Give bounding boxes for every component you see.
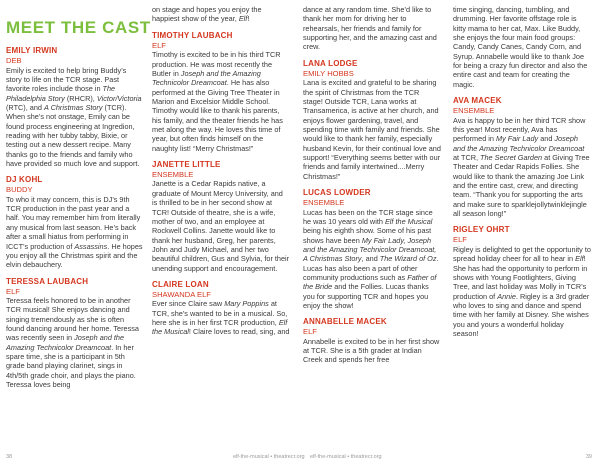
cast-member-role: ENSEMBLE (453, 106, 495, 116)
cast-member-name: DJ KOHL (6, 175, 43, 185)
cast-member-bio: Janette is a Cedar Rapids native, a graduate of Mount Mercy University, and is thrilled to be in her second show at TCR! Outside of theatre, she is a wife, mother of two, and an employee at Rockwell Collins. Janette would like to thank her husband, Greg, her parents, John and Judy Michael, and her two beautiful children, Gus and Sylvia, for their unending support and encouragement. (152, 179, 290, 273)
cast-member-entry (152, 160, 290, 273)
cast-member-entry (453, 96, 591, 218)
page-number-right: 39 (585, 454, 592, 460)
cast-member-bio: Lucas has been on the TCR stage since he was 10 years old with Elf the Musical being his eighth show. Some of his past shows have been My Fair Lady, Joseph and the Amazing Technicolor Dreamcoat, A Christmas Story, and The Wizard of Oz. Lucas has also been a part of other community productions such as Father of the Bride and the Follies. Lucas thanks you for supporting TCR and hopes you enjoy the show! (303, 207, 439, 310)
cast-member-bio: Annabelle is excited to be in her first show at TCR. She is a 5th grader at Indian Creek and spends her free (303, 336, 440, 365)
cast-member-entry (6, 175, 144, 269)
cast-member-name: AVA MACEK (453, 96, 502, 106)
cast-member-role: SHAWANDA ELF (152, 289, 211, 299)
cast-member-name: CLAIRE LOAN (152, 279, 209, 289)
cast-member-role: ELF (303, 327, 317, 337)
cast-member-role: BUDDY (6, 185, 33, 195)
page-number-left: 38 (6, 454, 13, 460)
cast-member-role: ELF (6, 286, 20, 296)
cast-member-role: ENSEMBLE (152, 169, 194, 179)
cast-member-entry (303, 317, 441, 365)
cast-member-entry (453, 5, 591, 89)
cast-member-bio: Ever since Claire saw Mary Poppins at TCR, she’s wanted to be in a musical. So, here she is in her first TCR production, Elf the Musical! Claire loves to read, sing, and (152, 299, 290, 337)
cast-member-bio: Ava is happy to be in her third TCR show this year! Most recently, Ava has performed in My Fair Lady and Joseph and the Amazing Technicolor Dreamcoat at TCR, The Secret Garden at Giving Tree Theater and Cedar Rapids Follies. She would like to thank the amazing Joe Link and the entire cast, crew, and directing team. “Thank you for supporting the arts and make sure to sparklejollytwinklejingle all season long!” (453, 115, 590, 219)
cast-member-entry (152, 5, 290, 24)
cast-member-bio: Lana is excited and grateful to be sharing the spirit of Christmas from the TCR stage! Outside TCR, Lana works at Transamerica, is active at her church, and enjoys flower gardening, travel, and spending time with family and friends. She would like to thank her family, especially husband Kevin, for their continual love and support! “Everything seems better with our friends and family intertwined....Merry Christmas!” (303, 78, 441, 181)
cast-member-name: RIGLEY OHRT (453, 225, 510, 235)
cast-member-entry (303, 188, 441, 310)
cast-member-bio: Rigley is delighted to get the opportunity to spread holiday cheer for all to hear in Elf! She has had the opportunity to perform in shows with Young Footlighters, Giving Tree, and last holiday was Molly in TCR’s production of Annie. Rigley is a 3rd grader who loves to sing and dance and spend time with her family at Disney. She wishes you and yours a wonderful holiday season! (453, 244, 591, 338)
cast-member-bio: Teressa feels honored to be in another TCR musical! She enjoys dancing and singing tremendously as she is often found dancing around her home. Teressa was recently seen in Joseph and the Amazing Technicolor Dreamcoat. In her spare time, she is a participant in 5th grade band playing clarinet, sings in 4th/5th grade choir, and plays the piano. Teressa loves being (6, 296, 139, 390)
cast-member-entry (303, 5, 441, 52)
cast-member-bio: on stage and hopes you enjoy the happiest show of the year, Elf! (152, 5, 262, 24)
cast-member-bio: Timothy is excited to be in his third TCR production. He was most recently the Butler in Joseph and the Amazing Technicolor Dreamcoat. He has also performed at the Giving Tree Theater in Marion and Excelsior Middle School. Timothy would like to thank his parents, his family, and the theater friends he has met along the way. He loves this time of year, but often finds himself on the naughty list! “Merry Christmas!” (152, 50, 283, 153)
cast-member-name: TIMOTHY LAUBACH (152, 30, 233, 40)
cast-member-entry (453, 225, 591, 338)
cast-member-name: JANETTE LITTLE (152, 159, 221, 169)
cast-member-name: LUCAS LOWDER (303, 188, 371, 197)
cast-column-2 (152, 5, 290, 344)
cast-member-role: ELF (152, 40, 166, 50)
cast-member-role: ENSEMBLE (303, 198, 345, 207)
cast-member-role: EMILY HOBBS (303, 68, 354, 78)
cast-member-entry (152, 280, 290, 337)
cast-column-4 (453, 5, 591, 345)
cast-member-name: EMILY IRWIN (6, 46, 58, 55)
cast-member-name: LANA LODGE (303, 58, 358, 68)
cast-member-bio: Emily is excited to help bring Buddy’s story to life on the TCR stage. Past favorite roles include those in The Philadelphia Story (RHCR), Victor/Victoria (RTC), and A Christmas Story (TCR). When she’s not onstage, Emily can be found process engineering at Ingredion, reading with her tubby tabby, Bixie, or testing out a new dessert recipe. Many thanks go to the friends and family who have provided so much love and support. (6, 65, 142, 168)
cast-member-name: TERESSA LAUBACH (6, 276, 89, 286)
footer-url-right: elf-the-musical • theatrecr.org (310, 454, 382, 460)
footer-url-left: elf-the-musical • theatrecr.org (233, 454, 305, 460)
cast-member-role: DEB (6, 56, 22, 65)
cast-member-name: ANNABELLE MACEK (303, 317, 387, 327)
cast-column-3 (303, 5, 441, 372)
cast-member-entry (6, 277, 144, 390)
cast-column-1 (6, 46, 144, 396)
cast-member-bio: To who it may concern, this is DJ’s 9th TCR production in the past year and a half. You may remember him from literally any musical from last season. He’s back after a small hiatus from performing in ICCT’s production of Assassins. He hopes you enjoy all the Christmas spirit and the elvin debauchery. (6, 194, 143, 270)
cast-member-bio: time singing, dancing, tumbling, and drumming. Her favorite offstage role is kitty mama to her cat, Max. Like Buddy, she enjoys the four main food groups: Candy, Candy Canes, Candy Corn, and Syrup. Annabelle would like to thank Joe for being a crazy fun director and also the entire cast and team for creating the magic. (453, 5, 588, 89)
cast-member-entry (6, 46, 144, 168)
cast-member-bio: dance at any random time. She’d like to thank her mom for driving her to rehearsals, her friends and family for supporting her, and the amazing cast and crew. (303, 5, 437, 52)
cast-member-entry (152, 31, 290, 153)
cast-member-role: ELF (453, 235, 467, 245)
cast-member-entry (303, 59, 441, 181)
page-title: MEET THE CAST (6, 18, 151, 37)
